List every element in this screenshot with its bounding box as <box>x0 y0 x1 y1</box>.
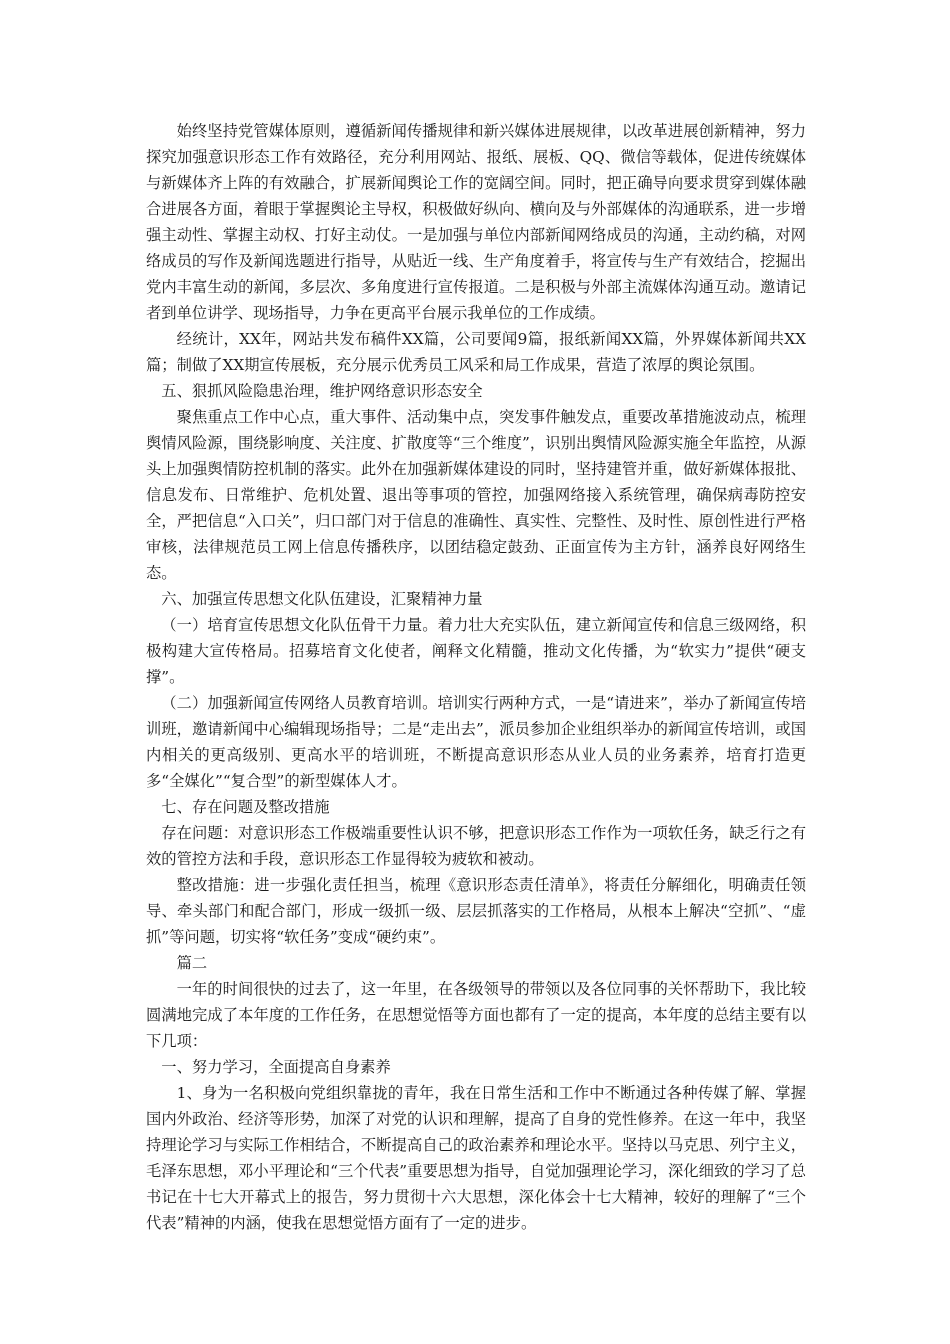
paragraph-statistics: 经统计，XX年，网站共发布稿件XX篇，公司要闻9篇，报纸新闻XX篇，外界媒体新闻共XX篇；制做了XX期宣传展板，充分展示优秀员工风采和局工作成果，营造了浓厚的舆论氛围。 <box>146 330 806 374</box>
part-two-label: 篇二 <box>176 954 208 972</box>
paragraph-year-summary: 一年的时间很快的过去了，这一年里，在各级领导的带领以及各位同事的关怀帮助下，我比较圆满地完成了本年度的工作任务，在思想觉悟等方面也都有了一定的提高，本年度的总结主要有以下几项： <box>146 980 806 1050</box>
paragraph-rectification: 整改措施：进一步强化责任担当，梳理《意识形态责任清单》，将责任分解细化，明确责任领导、牵头部门和配合部门，形成一级抓一级、层层抓落实的工作格局，从根本上解决“空抓”、“虚抓”等问题，切实将“软任务”变成“硬约束”。 <box>146 876 806 946</box>
paragraph-problems: 存在问题：对意识形态工作极端重要性认识不够，把意识形态工作作为一项软任务，缺乏行之有效的管控方法和手段，意识形态工作显得较为疲软和被动。 <box>146 824 806 868</box>
section-heading-seven: 七、存在问题及整改措施 <box>161 798 330 816</box>
paragraph-study-detail: 1、身为一名积极向党组织靠拢的青年，我在日常生活和工作中不断通过各种传媒了解、掌握国内外政治、经济等形势，加深了对党的认识和理解，提高了自身的党性修养。在这一年中，我坚持理论学习与实际工作相结合，不断提高自己的政治素养和理论水平。坚持以马克思、列宁主义，毛泽东思想，邓小平理论和“三个代表”重要思想为指导，自觉加强理论学习，深化细致的学习了总书记在十七大开幕式上的报告，努力贯彻十六大思想，深化体会十七大精神，较好的理解了“三个代表”精神的内涵，使我在思想觉悟方面有了一定的进步。 <box>146 1084 806 1232</box>
section-heading-study: 一、努力学习，全面提高自身素养 <box>161 1058 391 1076</box>
document-body <box>146 118 806 1236</box>
paragraph-training: （二）加强新闻宣传网络人员教育培训。培训实行两种方式，一是“请进来”，举办了新闻宣传培训班，邀请新闻中心编辑现场指导；二是“走出去”，派员参加企业组织举办的新闻宣传培训，或国内相关的更高级别、更高水平的培训班，不断提高意识形态从业人员的业务素养，培育打造更多“全媒化”“复合型”的新型媒体人才。 <box>146 694 806 790</box>
section-heading-five: 五、狠抓风险隐患治理，维护网络意识形态安全 <box>161 382 483 400</box>
section-heading-six: 六、加强宣传思想文化队伍建设，汇聚精神力量 <box>161 590 483 608</box>
paragraph-risk-control: 聚焦重点工作中心点，重大事件、活动集中点，突发事件触发点，重要改革措施波动点，梳理舆情风险源，围绕影响度、关注度、扩散度等“三个维度”，识别出舆情风险源实施全年监控，从源头上加强舆情防控机制的落实。此外在加强新媒体建设的同时，坚持建管并重，做好新媒体报批、信息发布、日常维护、危机处置、退出等事项的管控，加强网络接入系统管理，确保病毒防控安全，严把信息“入口关”，归口部门对于信息的准确性、真实性、完整性、及时性、原创性进行严格审核，法律规范员工网上信息传播秩序，以团结稳定鼓劲、正面宣传为主方针，涵养良好网络生态。 <box>146 408 806 582</box>
paragraph-media-principles: 始终坚持党管媒体原则，遵循新闻传播规律和新兴媒体进展规律，以改革进展创新精神，努力探究加强意识形态工作有效路径，充分利用网站、报纸、展板、QQ、微信等载体，促进传统媒体与新媒体齐上阵的有效融合，扩展新闻舆论工作的宽阔空间。同时，把正确导向要求贯穿到媒体融合进展各方面，着眼于掌握舆论主导权，积极做好纵向、横向及与外部媒体的沟通联系，进一步增强主动性、掌握主动权、打好主动仗。一是加强与单位内部新闻网络成员的沟通，主动约稿，对网络成员的写作及新闻选题进行指导，从贴近一线、生产角度着手，将宣传与生产有效结合，挖掘出党内丰富生动的新闻，多层次、多角度进行宣传报道。二是积极与外部主流媒体沟通互动。邀请记者到单位讲学、现场指导，力争在更高平台展示我单位的工作成绩。 <box>146 122 806 322</box>
paragraph-team-building: （一）培育宣传思想文化队伍骨干力量。着力壮大充实队伍，建立新闻宣传和信息三级网络，积极构建大宣传格局。招募培育文化使者，阐释文化精髓，推动文化传播，为“软实力”提供“硬支撑”。 <box>146 616 806 686</box>
